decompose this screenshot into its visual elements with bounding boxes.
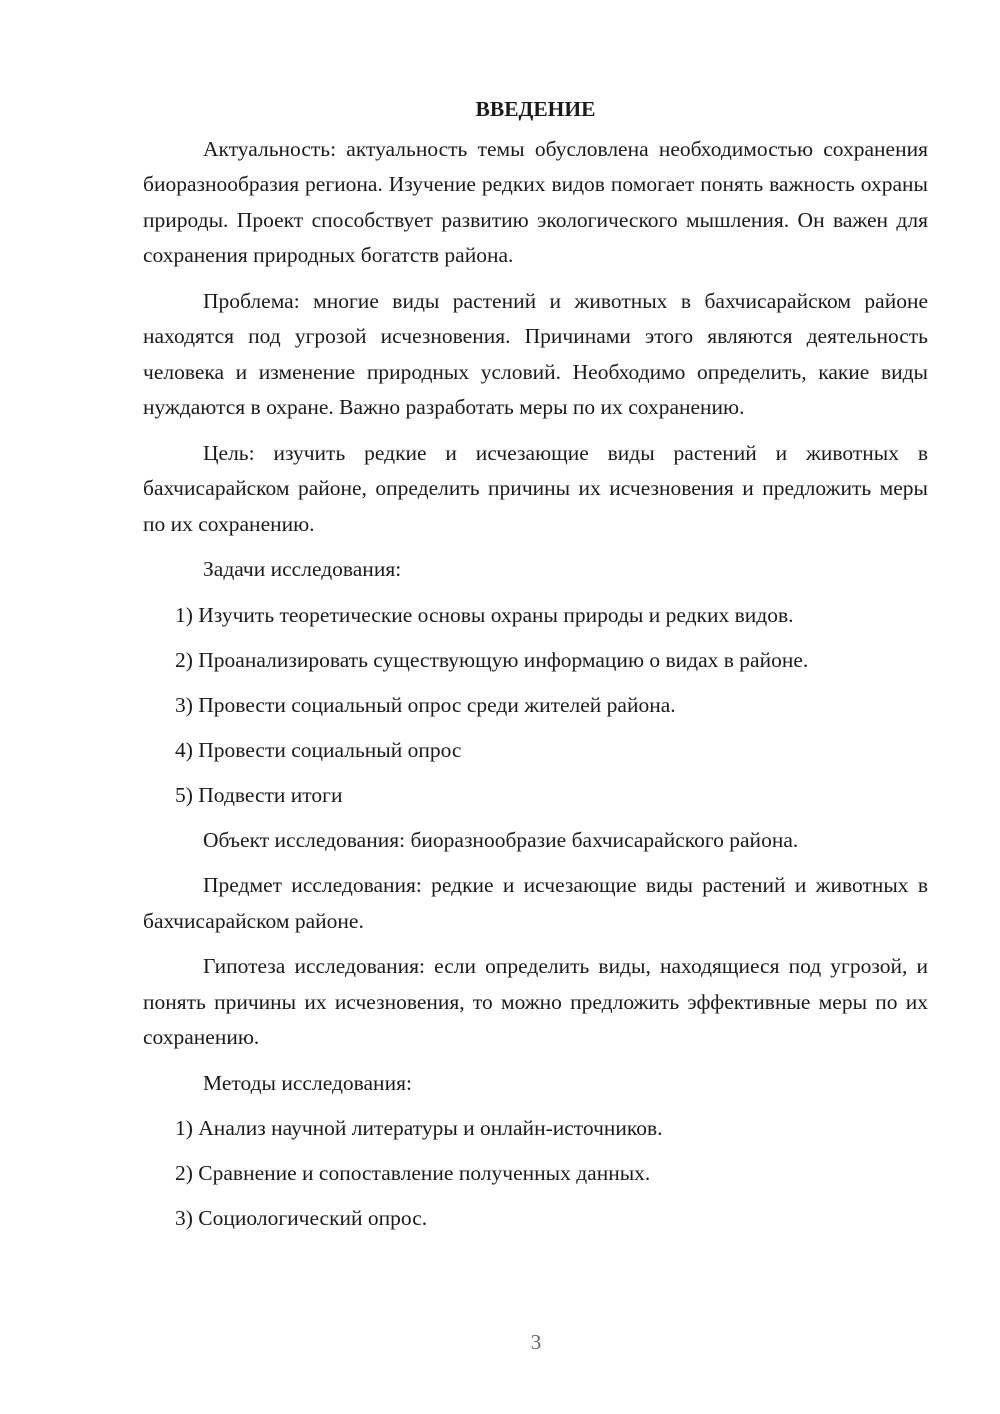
list-item: 5) Подвести итоги [175,782,343,807]
hypothesis-paragraph: Гипотеза исследования: если определить виды, находящиеся под угрозой, и понять причины их исчезновения, то можно предложить эффективные меры по их сохранению. [143,954,928,1049]
list-item: 2) Сравнение и сопоставление полученных данных. [175,1161,651,1185]
list-item: 3) Социологический опрос. [175,1206,428,1230]
object-line: Объект исследования: биоразнообразие бахчисарайского района. [203,827,799,852]
goal-paragraph: Цель: изучить редкие и исчезающие виды растений и животных в бахчисарайском районе, определить причины их исчезновения и предложить меры по их сохранению. [143,440,928,536]
list-item: 1) Изучить теоретические основы охраны природы и редких видов. [175,602,794,627]
page-number: 3 [530,1330,542,1354]
page-title: ВВЕДЕНИЕ [475,97,596,121]
subject-paragraph: Предмет исследования: редкие и исчезающие виды растений и животных в бахчисарайском районе. [143,873,928,933]
tasks-list [143,598,928,814]
list-item: 1) Анализ научной литературы и онлайн-источников. [175,1116,663,1140]
problem-paragraph: Проблема: многие виды растений и животных в бахчисарайском районе находятся под угрозой исчезновения. Причинами этого являются деятельность человека и изменение природных условий. Необходимо определить, какие виды нуждаются в охране. Важно разработать меры по их сохранению. [143,288,928,419]
relevance-paragraph: Актуальность: актуальность темы обусловлена необходимостью сохранения биоразнообразия региона. Изучение редких видов помогает понять важность охраны природы. Проект способствует развитию экологического мышления. Он важен для сохранения природных богатств района. [143,136,928,267]
tasks-label: Задачи исследования: [203,557,402,581]
methods-list [143,1111,928,1237]
list-item: 3) Провести социальный опрос среди жителей района. [175,692,676,717]
list-item: 2) Проанализировать существующую информацию о видах в районе. [175,647,809,672]
list-item: 4) Провести социальный опрос [175,737,462,762]
methods-label: Методы исследования: [203,1070,412,1095]
document-page [143,92,928,1246]
